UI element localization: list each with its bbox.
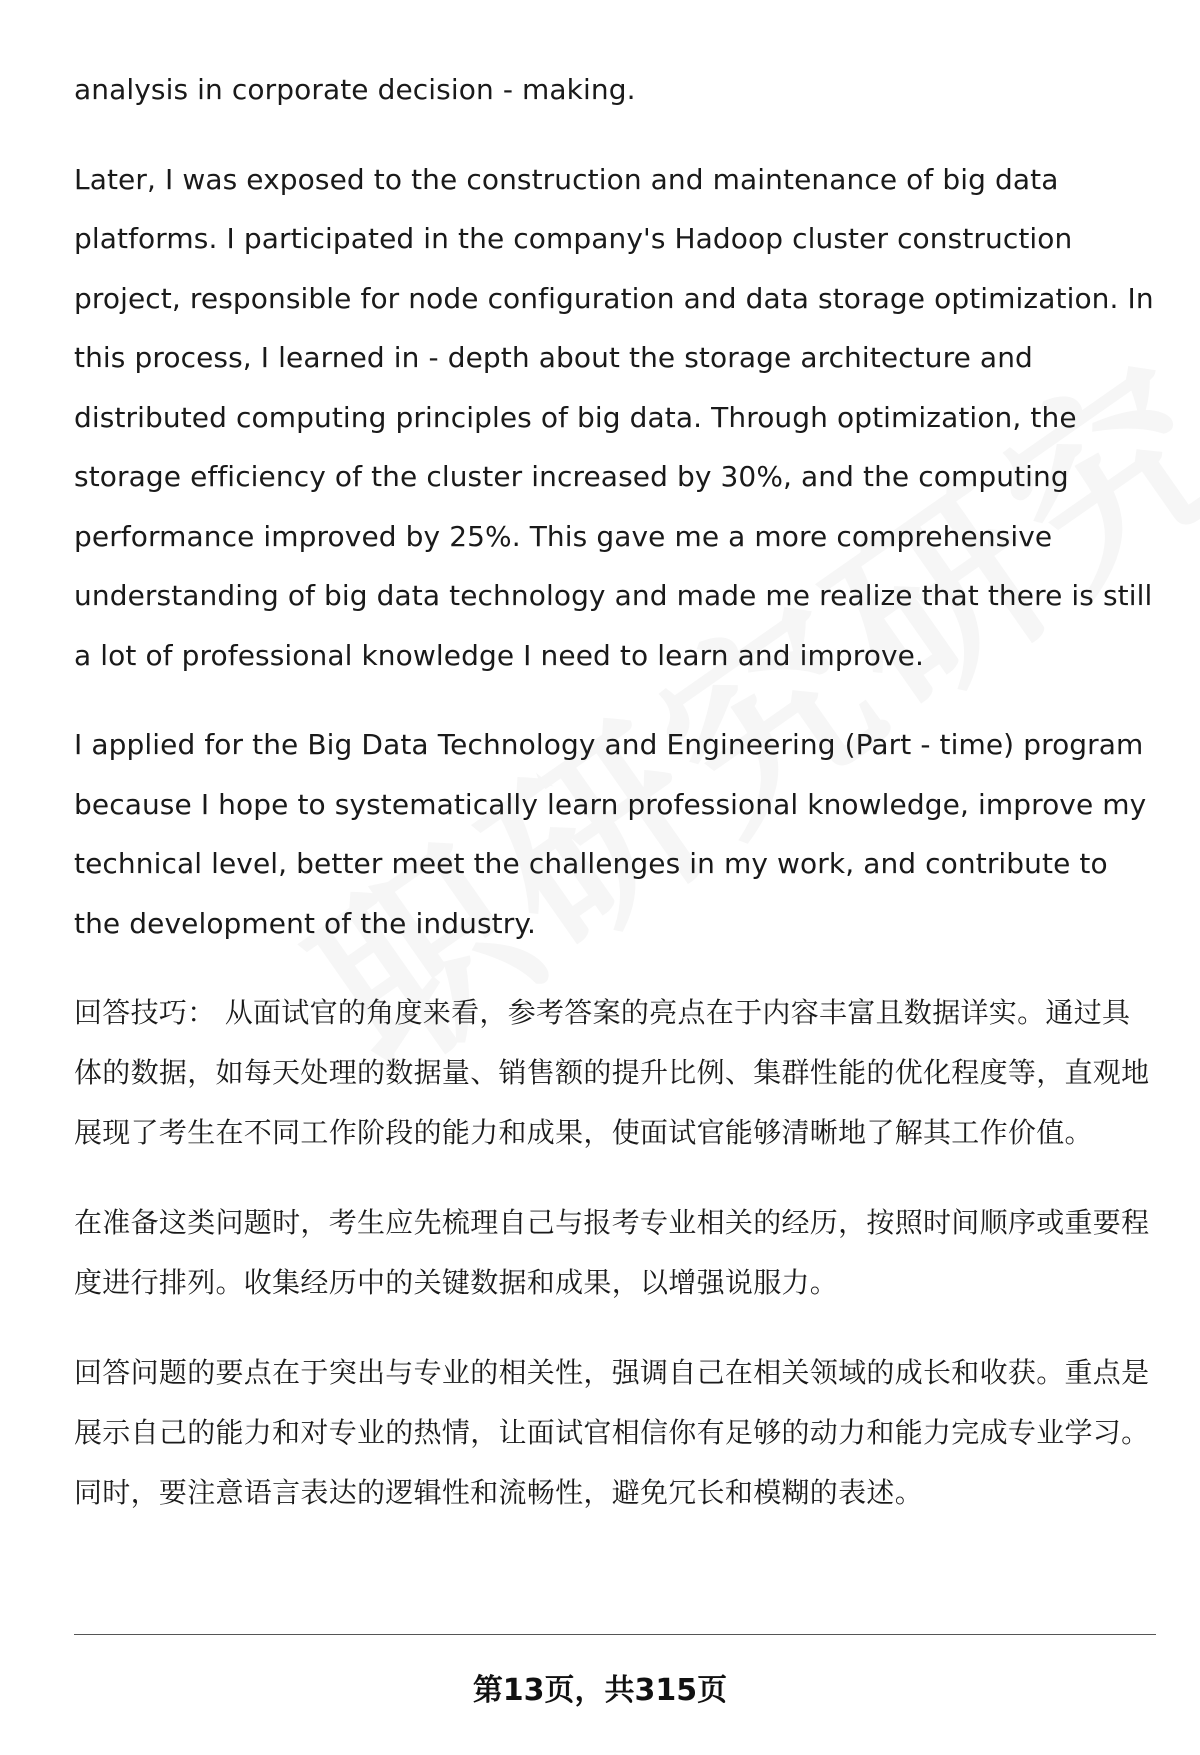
- paragraph-answer-tips: 回答技巧： 从面试官的角度来看，参考答案的亮点在于内容丰富且数据详实。通过具体的数据，如每天处理的数据量、销售额的提升比例、集群性能的优化程度等，直观地展现了考生在不同工作阶段的能力和成果，使面试官能够清晰地了解其工作价值。: [74, 996, 1150, 1149]
- paragraph-application-reason: I applied for the Big Data Technology and Engineering (Part - time) program because I hope to systematically learn professional knowledge, improve my technical level, better meet the challenges in my work, and contribute to the development of the industry.: [74, 728, 1147, 940]
- footer-divider: [74, 1634, 1156, 1635]
- paragraph-big-data-platform: Later, I was exposed to the construction and maintenance of big data platforms. I participated in the company's Hadoop cluster construction project, responsible for node configuration and data storage optimization. In this process, I learned in - depth about the storage architecture and distributed computing principles of big data. Through optimization, the storage efficiency of the cluster increased by 30%, and the computing performance improved by 25%. This gave me a more comprehensive understanding of big data technology and made me realize that there is still a lot of professional knowledge I need to learn and improve.: [74, 162, 1154, 672]
- paragraph-preparation: 在准备这类问题时，考生应先梳理自己与报考专业相关的经历，按照时间顺序或重要程度进行排列。收集经历中的关键数据和成果，以增强说服力。: [74, 1206, 1150, 1299]
- page-number: 第13页，共315页: [472, 1673, 728, 1708]
- document-body: [74, 60, 1154, 1553]
- paragraph-continuation: analysis in corporate decision - making.: [74, 73, 636, 106]
- paragraph-key-points: 回答问题的要点在于突出与专业的相关性，强调自己在相关领域的成长和收获。重点是展示自己的能力和对专业的热情，让面试官相信你有足够的动力和能力完成专业学习。同时，要注意语言表达的逻辑性和流畅性，避免冗长和模糊的表述。: [74, 1356, 1150, 1509]
